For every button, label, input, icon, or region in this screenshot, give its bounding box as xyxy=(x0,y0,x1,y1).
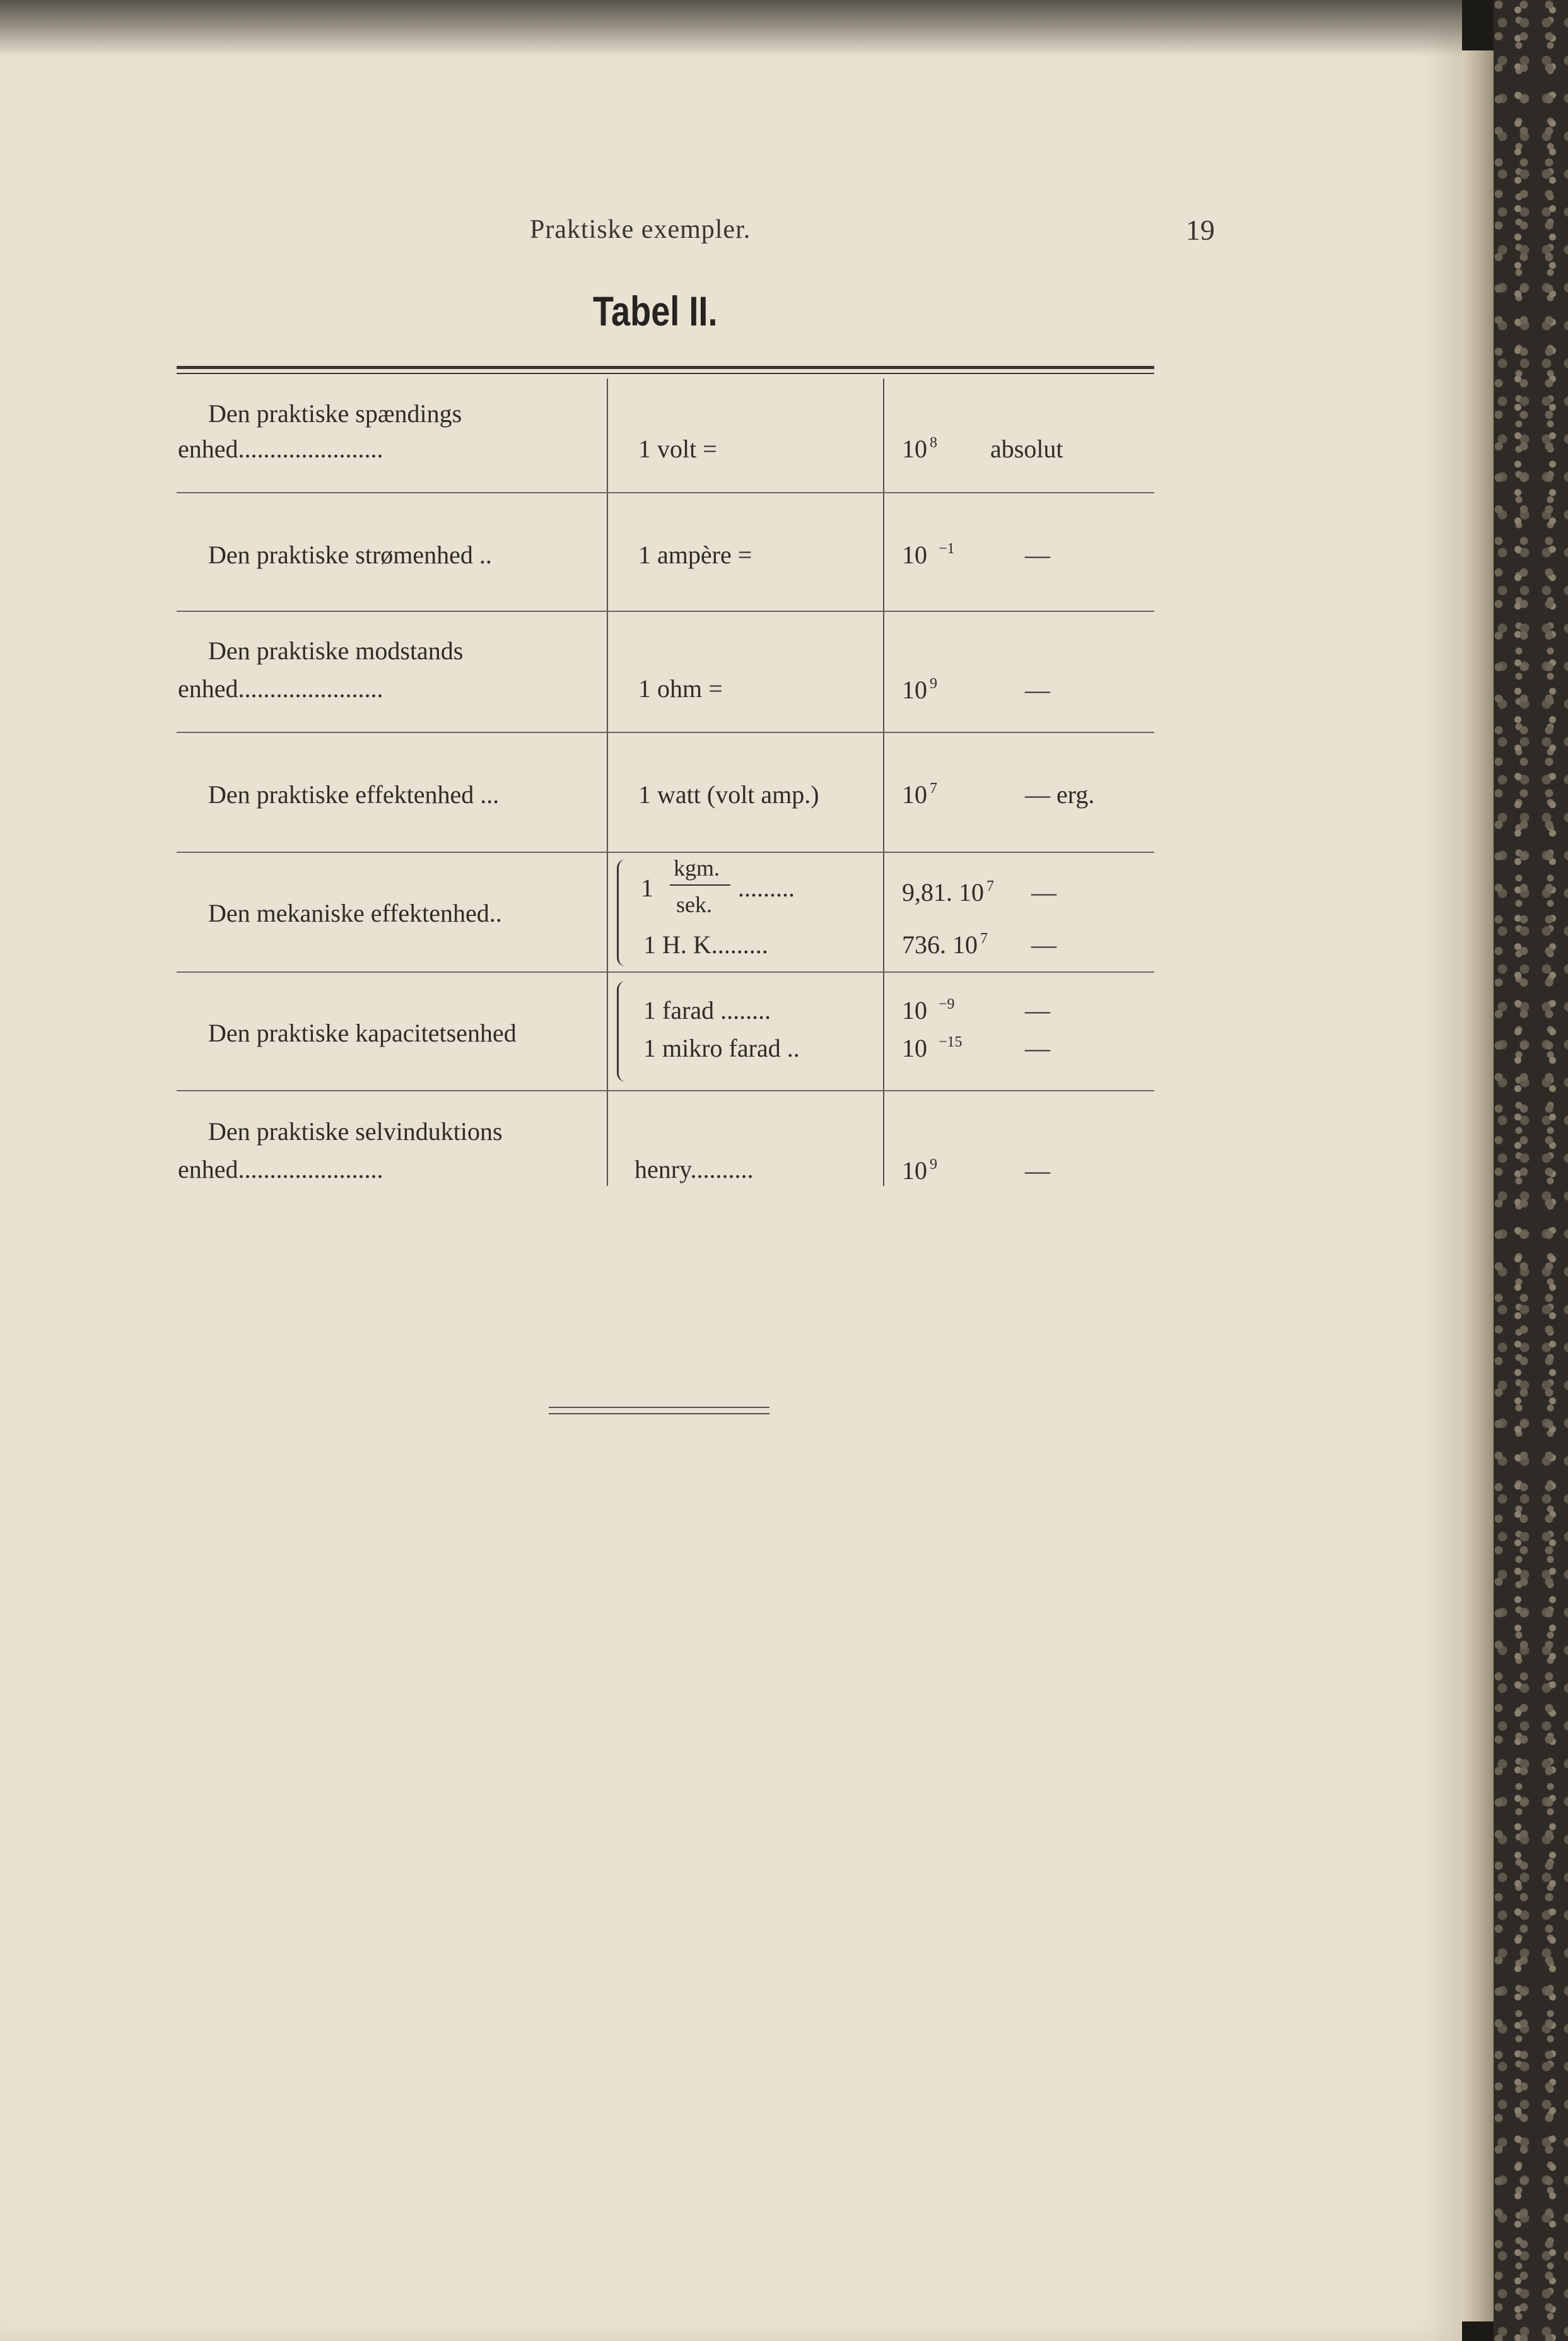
table-row-voltage-unit-line2: enhed....................... xyxy=(178,435,383,463)
column-divider-1 xyxy=(607,378,608,1186)
table-row-power-value xyxy=(902,782,937,807)
table-row-capacitance-value-b xyxy=(902,1036,962,1061)
table-row-capacitance-definition-b: 1 mikro farad .. xyxy=(643,1034,800,1062)
table-row-resistance-definition: 1 ohm = xyxy=(638,674,723,703)
column-divider-2 xyxy=(883,378,884,1186)
table-row-current-note: — xyxy=(1025,541,1050,569)
table-row-mechanical-value-b xyxy=(902,932,988,958)
table-row-inductance-unit-line1: Den praktiske selvinduktions xyxy=(208,1117,503,1146)
fraction-bar xyxy=(670,884,730,886)
fraction-prefix: 1 xyxy=(641,874,653,902)
curly-brace xyxy=(617,859,629,966)
book-cover-edge xyxy=(1494,0,1568,2341)
curly-brace xyxy=(617,981,629,1082)
value-exponent: −9 xyxy=(939,996,955,1012)
value-base: 9,81. 10 xyxy=(902,878,984,906)
row-separator xyxy=(177,611,1154,612)
end-rule xyxy=(549,1413,769,1414)
table-row-inductance-definition: henry.......... xyxy=(635,1155,754,1183)
table-top-rule-thin xyxy=(177,373,1154,374)
table-row-resistance-note: — xyxy=(1025,676,1050,704)
value-exponent: 9 xyxy=(930,1156,937,1173)
value-exponent: 7 xyxy=(986,878,994,895)
row-separator xyxy=(177,971,1154,973)
table-top-rule xyxy=(177,366,1154,369)
table-row-mechanical-note-b: — xyxy=(1031,930,1056,959)
page-edge xyxy=(1462,50,1494,2321)
table-row-capacitance-value-a xyxy=(902,998,955,1023)
table-title: Tabel II. xyxy=(593,288,718,334)
table-row-capacitance-note-b: — xyxy=(1025,1034,1050,1062)
fraction-leader-dots: ......... xyxy=(738,874,795,902)
table-row-power-note: — erg. xyxy=(1025,780,1095,809)
value-base: 10 xyxy=(902,541,927,569)
table-row-voltage-note: absolut xyxy=(990,435,1063,463)
table-row-inductance-unit-line2: enhed....................... xyxy=(178,1155,383,1183)
table-row-voltage-definition: 1 volt = xyxy=(638,435,717,463)
value-base: 10 xyxy=(902,435,927,463)
value-base: 10 xyxy=(902,996,927,1024)
row-separator xyxy=(177,1090,1154,1091)
table-row-mechanical-value-a xyxy=(902,880,994,905)
table-row-resistance-unit-line2: enhed....................... xyxy=(178,674,383,703)
table-row-inductance-value xyxy=(902,1158,937,1183)
value-base: 10 xyxy=(902,780,927,809)
table-row-power-unit: Den praktiske effektenhed ... xyxy=(208,780,500,809)
table-row-capacitance-note-a: — xyxy=(1025,996,1050,1024)
value-exponent: 9 xyxy=(930,676,937,692)
page-number: 19 xyxy=(1186,214,1215,246)
table-row-inductance-note: — xyxy=(1025,1156,1050,1185)
table-row-current-value xyxy=(902,543,955,568)
table-row-capacitance-definition-a: 1 farad ........ xyxy=(643,996,771,1024)
value-base: 736. 10 xyxy=(902,930,978,959)
table-row-mechanical-definition-b: 1 H. K......... xyxy=(643,930,768,959)
table-row-mechanical-note-a: — xyxy=(1031,878,1056,906)
row-separator xyxy=(177,492,1154,493)
running-head: Praktiske exempler. xyxy=(530,215,751,244)
end-rule xyxy=(549,1407,769,1408)
value-base: 10 xyxy=(902,1034,927,1062)
fraction-numerator: kgm. xyxy=(674,855,720,881)
value-exponent: 7 xyxy=(980,930,988,947)
table-row-current-definition: 1 ampère = xyxy=(638,541,752,569)
row-separator xyxy=(177,852,1154,853)
fraction-denominator: sek. xyxy=(676,892,712,917)
table-row-power-definition: 1 watt (volt amp.) xyxy=(638,780,819,809)
value-exponent: −15 xyxy=(939,1034,962,1050)
table-row-capacitance-unit: Den praktiske kapacitetsenhed xyxy=(208,1019,517,1047)
table-row-voltage-value xyxy=(902,437,937,462)
table-row-mechanical-unit: Den mekaniske effektenhed.. xyxy=(208,899,502,927)
row-separator xyxy=(177,732,1154,733)
value-exponent: 7 xyxy=(930,780,937,797)
page-top-shadow xyxy=(0,0,1462,57)
value-base: 10 xyxy=(902,1156,927,1185)
table-row-resistance-value xyxy=(902,678,937,703)
value-exponent: 8 xyxy=(930,435,937,451)
table-row-voltage-unit-line1: Den praktiske spændings xyxy=(208,399,462,428)
table-row-current-unit: Den praktiske strømenhed .. xyxy=(208,541,492,569)
value-exponent: −1 xyxy=(939,541,955,557)
table-row-resistance-unit-line1: Den praktiske modstands xyxy=(208,637,464,665)
value-base: 10 xyxy=(902,676,927,704)
